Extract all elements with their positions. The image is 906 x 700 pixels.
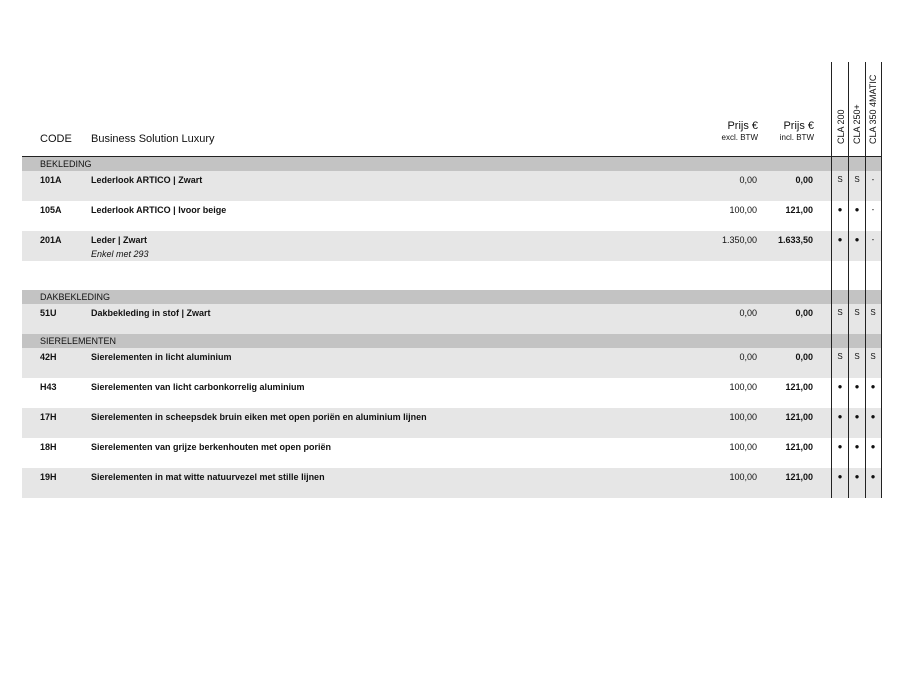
column-divider (865, 62, 866, 498)
availability-cla-350: - (871, 175, 875, 184)
availability-cla-250: ● (854, 205, 860, 214)
availability-cla-250: ● (854, 235, 860, 244)
availability-cla-200: S (837, 175, 843, 184)
row-price-incl: 121,00 (785, 442, 813, 452)
availability-cla-350: ● (870, 442, 876, 451)
row-price-excl: 100,00 (729, 382, 757, 392)
price-excl-label: Prijs € (727, 120, 758, 132)
row-code: 18H (40, 442, 57, 452)
availability-cla-350: ● (870, 382, 876, 391)
row-price-incl: 121,00 (785, 472, 813, 482)
row-price-incl: 121,00 (785, 382, 813, 392)
availability-cla-250: S (854, 308, 860, 317)
availability-cla-350: ● (870, 412, 876, 421)
row-code: 51U (40, 308, 57, 318)
availability-cla-200: S (837, 308, 843, 317)
row-description: Dakbekleding in stof | Zwart (91, 308, 211, 318)
table-row (22, 231, 881, 261)
row-price-excl: 1.350,00 (721, 235, 757, 245)
row-price-incl: 0,00 (795, 308, 813, 318)
row-description: Lederlook ARTICO | Zwart (91, 175, 203, 185)
row-price-excl: 0,00 (739, 352, 757, 362)
section-label: SIERELEMENTEN (40, 336, 117, 346)
column-divider (881, 62, 882, 498)
availability-cla-350: S (870, 308, 876, 317)
row-price-excl: 0,00 (739, 175, 757, 185)
table-row (22, 378, 881, 408)
row-description: Sierelementen in licht aluminium (91, 352, 232, 362)
row-price-incl: 121,00 (785, 205, 813, 215)
availability-cla-200: ● (837, 235, 843, 244)
availability-cla-250: S (854, 175, 860, 184)
availability-cla-350: S (870, 352, 876, 361)
row-price-excl: 100,00 (729, 205, 757, 215)
table-row (22, 348, 881, 378)
row-description: Leder | Zwart (91, 235, 148, 245)
table-row (22, 468, 881, 498)
row-price-excl: 0,00 (739, 308, 757, 318)
model-header-cla-350: CLA 350 4MATIC (868, 74, 878, 144)
row-description: Lederlook ARTICO | Ivoor beige (91, 205, 227, 215)
row-description: Sierelementen van grijze berkenhouten met open poriën (91, 442, 332, 452)
section-label: BEKLEDING (40, 159, 92, 169)
section-header-dakbekleding (22, 290, 881, 304)
column-header-title: Business Solution Luxury (91, 133, 215, 145)
availability-cla-250: ● (854, 442, 860, 451)
row-code: 42H (40, 352, 57, 362)
model-header-cla-200: CLA 200 (836, 109, 846, 144)
availability-cla-250: S (854, 352, 860, 361)
row-code: 105A (40, 205, 62, 215)
table-row (22, 408, 881, 438)
column-header-code: CODE (40, 133, 72, 145)
table-row (22, 201, 881, 231)
row-code: 19H (40, 472, 57, 482)
row-price-incl: 121,00 (785, 412, 813, 422)
availability-cla-250: ● (854, 412, 860, 421)
row-description: Sierelementen in scheepsdek bruin eiken met open poriën en aluminium lijnen (91, 412, 427, 422)
table-row (22, 438, 881, 468)
section-label: DAKBEKLEDING (40, 292, 111, 302)
row-code: 201A (40, 235, 62, 245)
availability-cla-250: ● (854, 382, 860, 391)
row-code: H43 (40, 382, 57, 392)
price-excl-sub: excl. BTW (721, 133, 758, 142)
column-header-price-excl (722, 120, 758, 143)
column-divider (848, 62, 849, 498)
availability-cla-200: ● (837, 412, 843, 421)
availability-cla-350: - (871, 205, 875, 214)
availability-cla-200: ● (837, 472, 843, 481)
row-price-incl: 0,00 (795, 352, 813, 362)
availability-cla-200: ● (837, 382, 843, 391)
row-code: 17H (40, 412, 57, 422)
table-row (22, 171, 881, 201)
section-header-bekleding (22, 157, 881, 171)
row-price-incl: 1.633,50 (777, 235, 813, 245)
section-header-sierelementen (22, 334, 881, 348)
row-price-excl: 100,00 (729, 442, 757, 452)
row-price-excl: 100,00 (729, 472, 757, 482)
availability-cla-350: - (871, 235, 875, 244)
availability-cla-250: ● (854, 472, 860, 481)
availability-cla-200: ● (837, 442, 843, 451)
header-divider (22, 156, 881, 157)
row-price-excl: 100,00 (729, 412, 757, 422)
row-price-incl: 0,00 (795, 175, 813, 185)
availability-cla-200: ● (837, 205, 843, 214)
model-header-cla-250: CLA 250+ (852, 104, 862, 144)
column-header-price-incl (780, 120, 814, 143)
availability-cla-200: S (837, 352, 843, 361)
table-row (22, 304, 881, 334)
row-description: Sierelementen van licht carbonkorrelig aluminium (91, 382, 305, 392)
row-note: Enkel met 293 (91, 249, 149, 259)
row-code: 101A (40, 175, 62, 185)
price-incl-label: Prijs € (783, 120, 814, 132)
column-divider (831, 62, 832, 498)
availability-cla-350: ● (870, 472, 876, 481)
price-incl-sub: incl. BTW (779, 133, 814, 142)
row-description: Sierelementen in mat witte natuurvezel met stille lijnen (91, 472, 325, 482)
